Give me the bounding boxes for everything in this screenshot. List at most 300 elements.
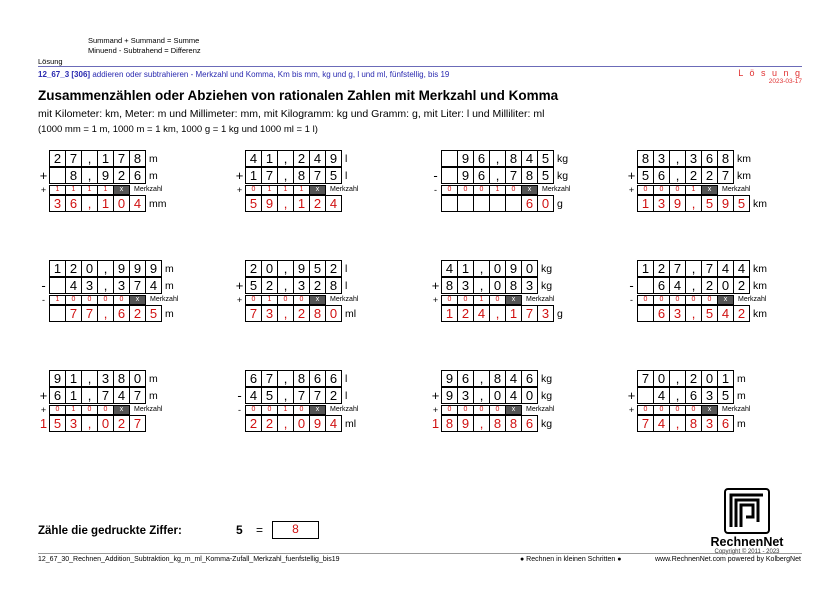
merkzahl-cell: 0 (457, 405, 474, 415)
digit-cell: 5 (537, 167, 554, 184)
digit-cell: 9 (441, 370, 458, 387)
unit-label-result: m (165, 307, 174, 320)
digit-cell: , (277, 387, 294, 404)
digit-cell: 2 (309, 195, 326, 212)
digit-cell: , (81, 415, 98, 432)
exercise-9 (38, 370, 162, 432)
digit-cell: 6 (685, 387, 702, 404)
digit-cell: 2 (733, 277, 750, 294)
digit-cell: , (473, 260, 490, 277)
merkzahl-cell: 0 (441, 405, 458, 415)
digit-cell-empty (637, 387, 654, 404)
digit-cells (637, 260, 750, 277)
merkzahl-cells (637, 185, 718, 195)
digit-cell: 0 (129, 370, 146, 387)
digit-cell: 0 (489, 387, 506, 404)
digit-cell: 9 (457, 150, 474, 167)
merkzahl-cell: 1 (49, 185, 66, 195)
digit-cell: 6 (521, 415, 538, 432)
merkzahl-cell-blocked: x (129, 295, 146, 305)
digit-cells (637, 195, 750, 212)
digit-cell: 5 (145, 305, 162, 322)
unit-label-1: km (737, 152, 751, 165)
digit-cell: 6 (717, 415, 734, 432)
digit-cell: 1 (97, 195, 114, 212)
merkzahl-cells (637, 405, 718, 415)
digit-cell: 7 (65, 305, 82, 322)
footer-filename: 12_67_30_Rechnen_Addition_Subtraktion_kg_m_ml_Komma-Zufall_Merkzahl_fuenfstellig_bis19 (38, 556, 340, 563)
merkzahl-label: Merkzahl (134, 186, 163, 193)
unit-label-1: kg (541, 262, 553, 275)
merkzahl-cell: 0 (489, 405, 506, 415)
digit-cell: 4 (653, 415, 670, 432)
digit-cell: 7 (669, 260, 686, 277)
digit-cell: 0 (81, 260, 98, 277)
digit-cell: 4 (309, 150, 326, 167)
digit-cell: , (81, 167, 98, 184)
digit-cells (441, 370, 538, 387)
exercise-5 (38, 260, 178, 322)
digit-cell: , (81, 370, 98, 387)
digit-cell: 8 (441, 415, 458, 432)
merkzahl-operator: - (42, 294, 45, 305)
merkzahl-cell: 0 (441, 185, 458, 195)
digit-cell: 8 (65, 167, 82, 184)
digit-cell-empty (441, 167, 458, 184)
operand-row-2 (38, 277, 178, 294)
digit-cell: 2 (309, 277, 326, 294)
unit-label-2: l (345, 389, 348, 402)
unit-label-2: km (737, 169, 751, 182)
digit-cell: 3 (49, 195, 66, 212)
exercise-1 (38, 150, 167, 212)
merkzahl-cell: 1 (489, 185, 506, 195)
digit-cell: 2 (653, 260, 670, 277)
digit-cell-empty (441, 150, 458, 167)
unit-label-result: km (753, 307, 767, 320)
digit-cells (441, 277, 538, 294)
merkzahl-label: Merkzahl (722, 186, 751, 193)
merkzahl-cell: 0 (65, 295, 82, 305)
merkzahl-row (430, 404, 554, 415)
digit-cells (49, 387, 146, 404)
digit-cells (637, 150, 734, 167)
digit-cell: 2 (701, 167, 718, 184)
digit-cell: 4 (521, 150, 538, 167)
operand-row-2 (234, 277, 358, 294)
digit-cell: 0 (113, 195, 130, 212)
merkzahl-row (38, 184, 167, 195)
header-id-code: 12_67_3 (38, 70, 70, 79)
digit-cells (245, 150, 342, 167)
unit-label-2: m (149, 169, 158, 182)
result-row (38, 195, 167, 212)
merkzahl-cell-blocked: x (113, 185, 130, 195)
subtitle-units: mit Kilometer: km, Meter: m und Millimeter: mm, mit Kilogramm: kg und Gramm: g, mit Liter: l und Milliliter: ml (38, 108, 545, 120)
digit-cell: 7 (309, 387, 326, 404)
merkzahl-cell: 0 (637, 295, 654, 305)
digit-cells (441, 195, 554, 212)
merkzahl-cell: 0 (669, 405, 686, 415)
digit-cell: , (277, 260, 294, 277)
merkzahl-cell-blocked: x (113, 405, 130, 415)
unit-label-result: g (557, 197, 563, 210)
digit-cell: 6 (65, 195, 82, 212)
merkzahl-cell: 0 (669, 295, 686, 305)
count-equals-sign: = (256, 523, 264, 537)
digit-cell: 0 (717, 277, 734, 294)
merkzahl-operator: + (236, 294, 243, 305)
merkzahl-cell: 0 (473, 185, 490, 195)
digit-cell: 9 (145, 260, 162, 277)
header-id-line (38, 70, 449, 79)
merkzahl-cell: 0 (685, 405, 702, 415)
digit-cell: 3 (653, 195, 670, 212)
result-row (234, 195, 358, 212)
digit-cell: 7 (81, 305, 98, 322)
result-row (234, 415, 358, 432)
operator-2: - (629, 278, 634, 293)
digit-cell: 0 (97, 415, 114, 432)
logo-block (692, 488, 802, 555)
exercise-8 (626, 260, 767, 322)
digit-cell: 0 (521, 260, 538, 277)
digit-cell: 3 (457, 387, 474, 404)
header-divider (38, 66, 802, 67)
result-row (234, 305, 358, 322)
digit-cell: 7 (129, 415, 146, 432)
digit-cell: 8 (113, 370, 130, 387)
digit-cell: , (277, 150, 294, 167)
header-loesung-right: L ö s u n g (738, 68, 802, 78)
digit-cell: 4 (669, 277, 686, 294)
digit-cell: 7 (261, 370, 278, 387)
header-note-line1: Summand + Summand = Summe (88, 36, 200, 45)
merkzahl-cell-blocked: x (505, 295, 522, 305)
merkzahl-row (234, 294, 358, 305)
digit-cells (49, 167, 146, 184)
digit-cell: 3 (261, 305, 278, 322)
merkzahl-cell: 1 (473, 295, 490, 305)
operator-2: + (39, 388, 48, 403)
digit-cell-empty (505, 195, 522, 212)
digit-cells (637, 277, 750, 294)
digit-cell: 6 (473, 150, 490, 167)
merkzahl-cell: 0 (473, 405, 490, 415)
digit-cells (441, 167, 554, 184)
digit-cell: 3 (113, 277, 130, 294)
digit-cell: 7 (505, 167, 522, 184)
merkzahl-cell: 0 (637, 185, 654, 195)
digit-cell: 7 (637, 370, 654, 387)
digit-cell: , (685, 195, 702, 212)
merkzahl-cell: 0 (489, 295, 506, 305)
digit-cell: , (473, 387, 490, 404)
merkzahl-cell: 1 (277, 185, 294, 195)
digit-cell: 4 (717, 260, 734, 277)
digit-cell: 4 (325, 195, 342, 212)
digit-cells (49, 150, 146, 167)
header-right-block (738, 68, 802, 85)
digit-cell: , (277, 370, 294, 387)
operator-2: + (235, 278, 244, 293)
digit-cell: 8 (717, 150, 734, 167)
operator-2: + (235, 168, 244, 183)
unit-label-2: m (737, 389, 746, 402)
digit-cell: 4 (65, 277, 82, 294)
digit-cell: 0 (293, 415, 310, 432)
merkzahl-cell: 0 (245, 185, 262, 195)
digit-cell: 1 (441, 305, 458, 322)
operand-row-2 (430, 277, 563, 294)
digit-cell: 5 (701, 195, 718, 212)
count-digit-value: 5 (236, 523, 243, 537)
merkzahl-cell: 0 (457, 185, 474, 195)
merkzahl-cell: 0 (245, 405, 262, 415)
digit-cells (637, 305, 750, 322)
digit-cell: 7 (245, 305, 262, 322)
unit-label-2: kg (557, 169, 569, 182)
operand-row-2 (38, 387, 162, 404)
exercise-12 (626, 370, 750, 432)
digit-cell: , (97, 277, 114, 294)
digit-cell: 7 (637, 415, 654, 432)
merkzahl-cells (637, 295, 734, 305)
merkzahl-cells (245, 185, 326, 195)
digit-cell: 1 (97, 150, 114, 167)
digit-cell: 9 (669, 195, 686, 212)
digit-cell: 5 (717, 387, 734, 404)
merkzahl-cell-blocked: x (701, 185, 718, 195)
unit-label-result: ml (345, 417, 357, 430)
header-id-description: addieren oder subtrahieren - Merkzahl und Komma, Km bis mm, kg und g, l und ml, fünfstellig, bis 19 (92, 70, 450, 79)
digit-cell: , (81, 387, 98, 404)
digit-cell: 6 (245, 370, 262, 387)
merkzahl-label: Merkzahl (330, 406, 359, 413)
unit-label-2: kg (541, 389, 553, 402)
merkzahl-cell: 1 (49, 295, 66, 305)
digit-cell: 1 (293, 195, 310, 212)
digit-cell: 5 (701, 305, 718, 322)
operand-row-1 (626, 370, 750, 387)
merkzahl-cell: 1 (293, 185, 310, 195)
digit-cell: 0 (701, 370, 718, 387)
digit-cell: 6 (653, 305, 670, 322)
digit-cell: 2 (325, 260, 342, 277)
digit-cell: , (81, 150, 98, 167)
digit-cell: 7 (717, 167, 734, 184)
operand-row-1 (430, 370, 554, 387)
operand-row-2 (430, 167, 570, 184)
digit-cells (637, 387, 734, 404)
digit-cell: 2 (293, 305, 310, 322)
digit-cell: , (473, 415, 490, 432)
header-id-number: [306] (71, 70, 91, 79)
footer-tagline: ● Rechnen in kleinen Schritten ● (520, 556, 622, 563)
digit-cell: 8 (325, 277, 342, 294)
digit-cell: 2 (733, 305, 750, 322)
digit-cell: 8 (505, 415, 522, 432)
digit-cell: 6 (309, 370, 326, 387)
merkzahl-cell: 0 (441, 295, 458, 305)
digit-cell-empty (49, 305, 66, 322)
digit-cell: 2 (261, 277, 278, 294)
digit-cell: , (685, 260, 702, 277)
digit-cell: 9 (717, 195, 734, 212)
merkzahl-cell: 0 (81, 295, 98, 305)
digit-cell-empty (637, 305, 654, 322)
digit-cell: 5 (245, 195, 262, 212)
digit-cell: 8 (637, 150, 654, 167)
operand-row-2 (234, 167, 358, 184)
digit-cell: 7 (113, 150, 130, 167)
digit-cell: 1 (65, 387, 82, 404)
digit-cell: 6 (653, 167, 670, 184)
header-date: 2023-03-17 (768, 78, 802, 85)
digit-cell: 1 (65, 370, 82, 387)
merkzahl-operator: + (236, 184, 243, 195)
digit-cell: 3 (701, 415, 718, 432)
result-row (430, 195, 570, 212)
digit-cell: , (669, 150, 686, 167)
unit-label-2: m (165, 279, 174, 292)
footer-site: www.RechnenNet.com powered by KolbergNet (655, 556, 801, 563)
digit-cell: 8 (441, 277, 458, 294)
operand-row-1 (626, 260, 767, 277)
digit-cells (637, 167, 734, 184)
digit-cell: 9 (457, 415, 474, 432)
digit-cell: 9 (113, 260, 130, 277)
merkzahl-label: Merkzahl (738, 296, 767, 303)
digit-cell: 5 (733, 195, 750, 212)
digit-cells (441, 150, 554, 167)
merkzahl-row (430, 294, 563, 305)
operand-row-2 (234, 387, 358, 404)
subtitle-conversions: (1000 mm = 1 m, 1000 m = 1 km, 1000 g = 1 kg und 1000 ml = 1 l) (38, 124, 318, 135)
operator-2: + (627, 168, 636, 183)
unit-label-1: m (737, 372, 746, 385)
digit-cell: 5 (537, 150, 554, 167)
exercise-3 (430, 150, 570, 212)
digit-cell: 4 (325, 415, 342, 432)
digit-cell: 9 (261, 195, 278, 212)
merkzahl-cell: 1 (261, 295, 278, 305)
merkzahl-cell: 1 (65, 185, 82, 195)
digit-cell-empty (49, 277, 66, 294)
operand-row-1 (38, 150, 167, 167)
operand-row-1 (234, 150, 358, 167)
digit-cell-empty (441, 195, 458, 212)
merkzahl-cell: 1 (277, 405, 294, 415)
digit-cells (637, 370, 734, 387)
operand-row-1 (38, 260, 178, 277)
digit-cell: 5 (309, 260, 326, 277)
digit-cell: 1 (261, 150, 278, 167)
unit-label-2: m (149, 389, 158, 402)
operand-row-2 (430, 387, 554, 404)
count-digit-label: Zähle die gedruckte Ziffer: (38, 525, 182, 537)
digit-cell: 2 (113, 167, 130, 184)
merkzahl-row (38, 294, 178, 305)
unit-label-result: m (737, 417, 746, 430)
merkzahl-cell: 0 (653, 185, 670, 195)
count-answer-box: 8 (272, 521, 319, 539)
operator-2: + (431, 278, 440, 293)
digit-cells (441, 387, 538, 404)
digit-cell: 8 (309, 305, 326, 322)
merkzahl-cells (49, 185, 130, 195)
digit-cell: 3 (97, 370, 114, 387)
digit-cell: 0 (489, 277, 506, 294)
digit-cell: 2 (685, 370, 702, 387)
merkzahl-cell: 0 (81, 405, 98, 415)
exercise-6 (234, 260, 358, 322)
digit-cell: 9 (325, 150, 342, 167)
digit-cell: 1 (457, 260, 474, 277)
digit-cell: 8 (505, 277, 522, 294)
unit-label-result: kg (541, 417, 553, 430)
merkzahl-cell: 0 (261, 405, 278, 415)
digit-cells (245, 260, 342, 277)
merkzahl-cells (441, 185, 538, 195)
unit-label-1: km (753, 262, 767, 275)
merkzahl-cell: 0 (97, 295, 114, 305)
merkzahl-cell: 1 (685, 185, 702, 195)
merkzahl-cell: 0 (701, 295, 718, 305)
digit-cell: 6 (49, 387, 66, 404)
merkzahl-cell: 1 (97, 185, 114, 195)
digit-cell-empty (457, 195, 474, 212)
digit-cell: , (81, 195, 98, 212)
digit-cell: 3 (457, 277, 474, 294)
unit-label-1: kg (541, 372, 553, 385)
digit-cell: 2 (261, 415, 278, 432)
digit-cell: 2 (245, 260, 262, 277)
digit-cells (637, 415, 734, 432)
digit-cell: 8 (293, 167, 310, 184)
digit-cell: 4 (113, 387, 130, 404)
operand-row-1 (430, 260, 563, 277)
digit-cell: 3 (685, 150, 702, 167)
digit-cell: 7 (129, 387, 146, 404)
digit-cell: 0 (261, 260, 278, 277)
digit-cells (441, 415, 538, 432)
digit-cell: 9 (441, 387, 458, 404)
operand-row-2 (626, 277, 767, 294)
digit-cell: , (669, 167, 686, 184)
digit-cells (49, 305, 162, 322)
merkzahl-cells (441, 295, 522, 305)
digit-cell: 3 (537, 305, 554, 322)
digit-cell: 8 (129, 150, 146, 167)
digit-cells (245, 305, 342, 322)
merkzahl-operator: + (432, 294, 439, 305)
digit-cell: , (473, 277, 490, 294)
result-row (430, 415, 554, 432)
unit-label-1: m (149, 372, 158, 385)
digit-cell: 7 (97, 387, 114, 404)
digit-cell: 2 (325, 387, 342, 404)
merkzahl-operator: - (434, 184, 437, 195)
digit-cell: 1 (505, 305, 522, 322)
unit-label-2: kg (541, 279, 553, 292)
merkzahl-cell: 0 (277, 295, 294, 305)
merkzahl-cell: 0 (505, 185, 522, 195)
digit-cell: 5 (49, 415, 66, 432)
operator-2: + (627, 388, 636, 403)
operand-row-2 (38, 167, 167, 184)
merkzahl-cell: 0 (669, 185, 686, 195)
